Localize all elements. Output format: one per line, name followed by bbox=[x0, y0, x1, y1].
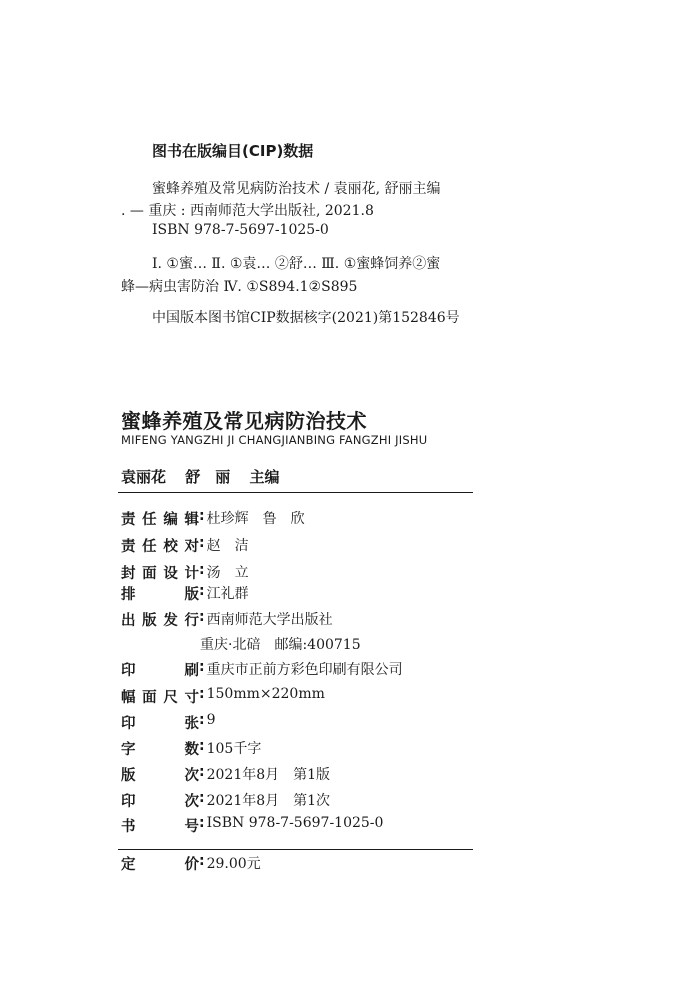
row-value: 105千字 bbox=[206, 741, 262, 757]
row-value: 西南师范大学出版社 bbox=[206, 612, 333, 628]
row-value: 江礼群 bbox=[206, 586, 249, 602]
row-value: 赵 洁 bbox=[206, 538, 249, 554]
row-label: 责任校对 bbox=[121, 539, 199, 555]
author-1: 袁丽花 bbox=[121, 468, 167, 486]
row-label: 幅面尺寸 bbox=[121, 690, 199, 706]
cip-title: 图书在版编目(CIP)数据 bbox=[152, 142, 314, 160]
row-edition: 版次: 2021年8月 第1版 bbox=[121, 764, 331, 784]
top-rule bbox=[118, 492, 473, 493]
row-label: 出版发行 bbox=[121, 613, 199, 629]
book-title-pinyin: MIFENG YANGZHI JI CHANGJIANBING FANGZHI JISHU bbox=[121, 433, 428, 447]
cip-line-5: 蜂—病虫害防治 Ⅳ. ①S894.1②S895 bbox=[121, 279, 358, 295]
book-title: 蜜蜂养殖及常见病防治技术 bbox=[121, 409, 367, 433]
row-value: 150mm×220mm bbox=[206, 686, 325, 702]
row-proofreader: 责任校对: 赵 洁 bbox=[121, 535, 249, 555]
bottom-rule bbox=[118, 849, 473, 850]
cip-line-1: 蜜蜂养殖及常见病防治技术 / 袁丽花, 舒丽主编 bbox=[152, 181, 441, 197]
row-label: 印次 bbox=[121, 794, 199, 810]
row-sheets: 印张: 9 bbox=[121, 712, 216, 732]
author-2: 舒 丽 bbox=[185, 468, 231, 486]
row-value: 重庆市正前方彩色印刷有限公司 bbox=[206, 662, 403, 678]
row-impression: 印次: 2021年8月 第1次 bbox=[121, 790, 331, 810]
row-price: 定价: 29.00元 bbox=[121, 853, 261, 873]
row-value: 29.00元 bbox=[206, 856, 261, 872]
cip-line-2: . — 重庆 : 西南师范大学出版社, 2021.8 bbox=[121, 203, 374, 219]
cip-line-6: 中国版本图书馆CIP数据核字(2021)第152846号 bbox=[152, 310, 460, 326]
row-value: 2021年8月 第1版 bbox=[206, 767, 331, 783]
row-typesetting: 排版: 江礼群 bbox=[121, 583, 249, 603]
row-value: 汤 立 bbox=[206, 565, 249, 581]
row-publisher: 出版发行: 西南师范大学出版社 bbox=[121, 609, 333, 629]
row-label: 印张 bbox=[121, 716, 199, 732]
row-value: ISBN 978-7-5697-1025-0 bbox=[206, 815, 384, 831]
author-role: 主编 bbox=[249, 468, 280, 486]
row-format-size: 幅面尺寸: 150mm×220mm bbox=[121, 686, 325, 706]
row-word-count: 字数: 105千字 bbox=[121, 738, 262, 758]
row-editor: 责任编辑: 杜珍辉 鲁 欣 bbox=[121, 508, 305, 528]
row-label: 字数 bbox=[121, 742, 199, 758]
row-cover-design: 封面设计: 汤 立 bbox=[121, 562, 249, 582]
book-authors bbox=[121, 466, 294, 487]
cip-line-4: Ⅰ. ①蜜… Ⅱ. ①袁… ②舒… Ⅲ. ①蜜蜂饲养②蜜 bbox=[152, 256, 441, 272]
row-label: 书号 bbox=[121, 819, 199, 835]
cip-line-3: ISBN 978-7-5697-1025-0 bbox=[152, 222, 329, 238]
row-value: 2021年8月 第1次 bbox=[206, 793, 331, 809]
publisher-address: 重庆·北碚 邮编:400715 bbox=[200, 637, 361, 653]
row-value: 9 bbox=[206, 712, 216, 728]
row-label: 版次 bbox=[121, 768, 199, 784]
row-label: 定价 bbox=[121, 857, 199, 873]
row-isbn: 书号: ISBN 978-7-5697-1025-0 bbox=[121, 815, 384, 835]
row-label: 排版 bbox=[121, 587, 199, 603]
row-value: 杜珍辉 鲁 欣 bbox=[206, 511, 305, 527]
row-label: 责任编辑 bbox=[121, 512, 199, 528]
row-label: 印刷 bbox=[121, 663, 199, 679]
row-printer: 印刷: 重庆市正前方彩色印刷有限公司 bbox=[121, 659, 403, 679]
row-label: 封面设计 bbox=[121, 566, 199, 582]
